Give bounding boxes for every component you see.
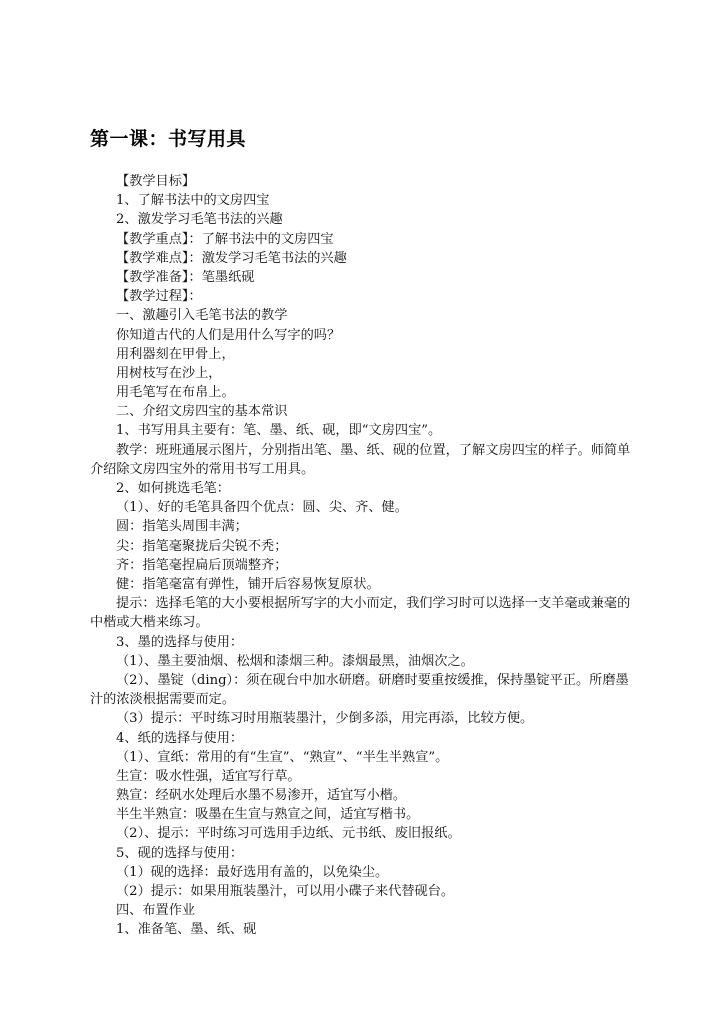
paragraph-line: 1、准备笔、墨、纸、砚: [116, 922, 257, 938]
objectives-heading: 【教学目标】: [116, 174, 196, 189]
paragraph-line: 用树枝写在沙上，: [116, 365, 222, 381]
objective-item: 2、激发学习毛笔书法的兴趣: [116, 212, 283, 228]
section-heading: 四、布置作业: [116, 903, 196, 919]
paragraph-wrapped: 教学：班班通展示图片，分别指出笔、墨、纸、砚的位置，了解文房四宝的样子。师简单介绍除文房四宝外的常用书写工用具。: [90, 442, 631, 477]
paragraph-line: 齐：指笔毫捏扁后顶端整齐；: [116, 557, 288, 573]
lesson-body: [90, 172, 640, 940]
paragraph-line: 用毛笔写在布帛上。: [116, 385, 235, 401]
paragraph-line: （2）提示：如果用瓶装墨汁，可以用小碟子来代替砚台。: [116, 884, 455, 900]
paragraph-line: 健：指笔毫富有弹性，铺开后容易恢复原状。: [116, 576, 380, 592]
key-point: 【教学重点】：了解书法中的文房四宝: [116, 231, 334, 247]
section-heading: 二、介绍文房四宝的基本常识: [116, 404, 288, 420]
paragraph-wrapped: 提示：选择毛笔的大小要根据所写字的大小而定，我们学习时可以选择一支羊毫或兼毫的中楷或大楷来练习。: [90, 596, 631, 631]
paragraph-line: （1）、好的毛笔具备四个优点：圆、尖、齐、健。: [116, 500, 408, 516]
paragraph-line: （2）、提示：平时练习可选用手边纸、元书纸、废旧报纸。: [116, 826, 461, 842]
paragraph-line: 用利器刻在甲骨上，: [116, 346, 235, 362]
process-heading: 【教学过程】：: [116, 289, 202, 305]
paragraph-wrapped: （2）、墨锭（ding）：须在砚台中加水研磨。研磨时要重按缓推，保持墨锭平正。所磨墨汁的浓淡根据需要而定。: [90, 672, 629, 708]
paragraph-line: 你知道古代的人们是用什么写字的吗？: [116, 327, 341, 343]
paragraph-line: （1）、宣纸：常用的有“生宣”、“熟宣”、“半生半熟宣”。: [116, 749, 449, 765]
paragraph-line: 熟宣：经矾水处理后水墨不易渗开，适宜写小楷。: [116, 788, 407, 804]
objective-item: 1、了解书法中的文房四宝: [116, 193, 270, 209]
paragraph-line: 尖：指笔毫聚拢后尖锐不秃；: [116, 538, 288, 554]
paragraph-line: 生宣：吸水性强，适宜写行草。: [116, 768, 301, 784]
paragraph-line: 圆：指笔头周围丰满；: [116, 519, 248, 535]
paragraph-line: （1）、墨主要油烟、松烟和漆烟三种。漆烟最黑，油烟次之。: [116, 653, 474, 669]
paragraph-line: （1）砚的选择：最好选用有盖的，以免染尘。: [116, 864, 389, 880]
subsection-heading: 4、纸的选择与使用：: [116, 730, 244, 746]
section-heading: 一、激趣引入毛笔书法的教学: [116, 308, 288, 324]
subsection-heading: 2、如何挑选毛笔：: [116, 481, 230, 497]
paragraph-line: 半生半熟宣：吸墨在生宣与熟宣之间，适宜写楷书。: [116, 807, 420, 823]
lesson-title: 第一课：书写用具: [90, 128, 247, 150]
difficult-point: 【教学难点】：激发学习毛笔书法的兴趣: [116, 250, 347, 266]
paragraph-line: 1、书写用具主要有：笔、墨、纸、砚，即“文房四宝”。: [116, 423, 442, 439]
subsection-heading: 5、砚的选择与使用：: [116, 845, 244, 861]
paragraph-line: （3）提示：平时练习时用瓶装墨汁，少倒多添，用完再添，比较方便。: [116, 711, 534, 727]
preparation: 【教学准备】：笔墨纸砚: [116, 269, 255, 285]
subsection-heading: 3、墨的选择与使用：: [116, 634, 244, 650]
